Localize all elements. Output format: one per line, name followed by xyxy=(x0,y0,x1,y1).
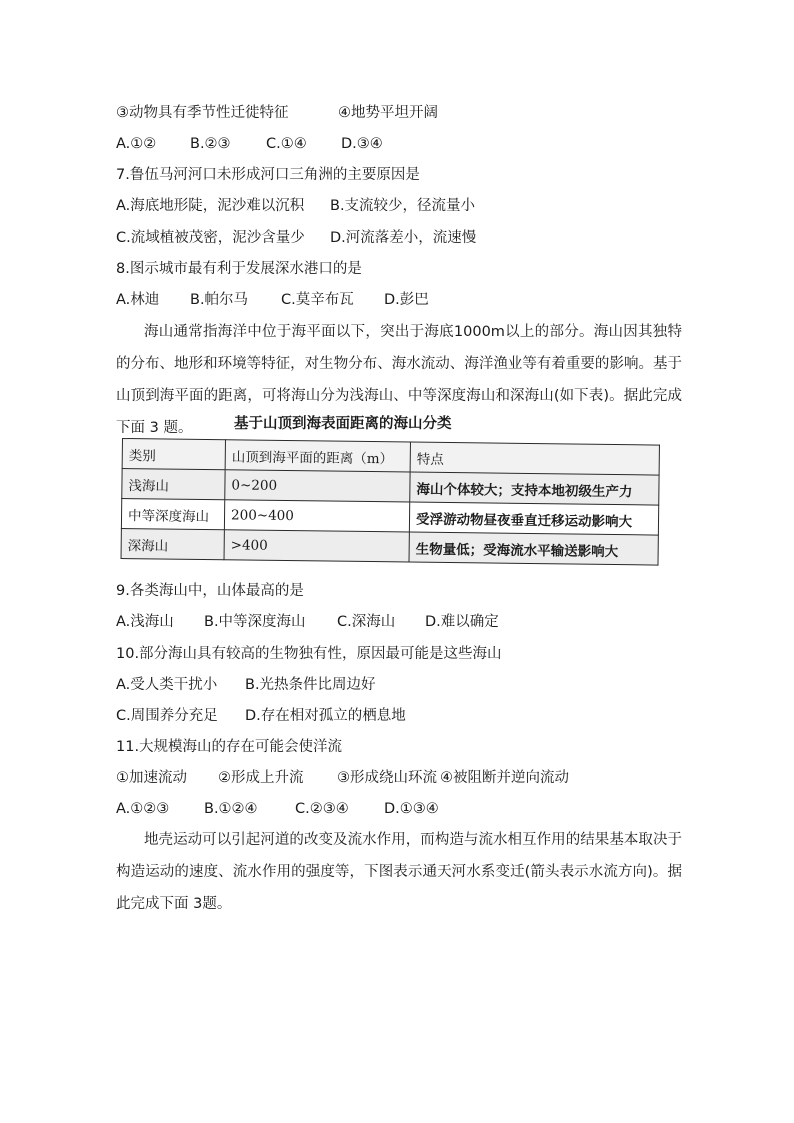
q11-option-3: ③形成绕山环流 xyxy=(337,770,437,786)
q11-answer-d: D.①③④ xyxy=(384,801,439,817)
table-cell: 海山个体较大；支持本地初级生产力 xyxy=(410,472,659,505)
q11-answer-b: B.①②④ xyxy=(204,801,258,817)
q6-answer-d: D.③④ xyxy=(341,136,383,152)
river-passage: 地壳运动可以引起河道的改变及流水作用，而构造与流水相互作用的结果基本取决于构造运动的速度、流水作用的强度等，下图表示通天河水系变迁(箭头表示水流方向)。据此完成下面 3题。 xyxy=(116,832,682,912)
table-cell: 0~200 xyxy=(225,470,410,502)
q11-stem: 11.大规模海山的存在可能会使洋流 xyxy=(116,739,343,755)
q11-option-2: ②形成上升流 xyxy=(218,770,304,786)
q11-answer-c: C.②③④ xyxy=(295,801,349,817)
q7-stem: 7.鲁伍马河河口未形成河口三角洲的主要原因是 xyxy=(116,167,420,183)
q11-option-1: ①加速流动 xyxy=(116,770,187,786)
q10-answer-a: A.受人类干扰小 xyxy=(116,677,218,693)
q8-answer-a: A.林迪 xyxy=(116,292,160,308)
table-header-category: 类别 xyxy=(122,439,225,470)
table-cell: 生物量低；受海流水平输送影响大 xyxy=(409,532,658,565)
table-cell: 深海山 xyxy=(121,528,224,559)
q7-answer-b: B.支流较少，径流量小 xyxy=(330,198,476,214)
q10-stem: 10.部分海山具有较高的生物独有性，原因最可能是这些海山 xyxy=(116,646,502,662)
q8-answer-d: D.彭巴 xyxy=(384,292,429,308)
q10-answer-d: D.存在相对孤立的栖息地 xyxy=(245,708,406,724)
table-title: 基于山顶到海表面距离的海山分类 xyxy=(234,415,452,432)
q9-answer-a: A.浅海山 xyxy=(116,614,174,630)
q8-stem: 8.图示城市最有利于发展深水港口的是 xyxy=(116,261,362,277)
table-cell: >400 xyxy=(224,530,409,562)
table-cell: 浅海山 xyxy=(122,469,225,500)
q9-answer-b: B.中等深度海山 xyxy=(204,614,306,630)
q7-answer-c: C.流域植被茂密，泥沙含量少 xyxy=(116,230,305,246)
q6-option-4: ④地势平坦开阔 xyxy=(338,105,438,121)
table-cell: 200~400 xyxy=(224,500,409,532)
q6-answer-c: C.①④ xyxy=(266,136,307,152)
q9-answer-c: C.深海山 xyxy=(337,614,396,630)
q9-stem: 9.各类海山中，山体最高的是 xyxy=(116,583,304,599)
q7-answer-a: A.海底地形陡，泥沙难以沉积 xyxy=(116,198,305,214)
q9-answer-d: D.难以确定 xyxy=(425,614,499,630)
seamount-passage: 海山通常指海洋中位于海平面以下，突出于海底1000m以上的部分。海山因其独特的分布、地形和环境等特征，对生物分布、海水流动、海洋渔业等有着重要的影响。基于山顶到海平面的距离，可将海山分为浅海山、中等深度海山和深海山(如下表)。据此完成下面 3 题。 xyxy=(116,324,682,436)
q7-answer-d: D.河流落差小，流速慢 xyxy=(330,230,477,246)
q6-answer-b: B.②③ xyxy=(190,136,231,152)
table-cell: 中等深度海山 xyxy=(121,499,224,530)
q11-answer-a: A.①②③ xyxy=(116,801,170,817)
q8-answer-b: B.帕尔马 xyxy=(190,292,249,308)
q6-option-3: ③动物具有季节性迁徙特征 xyxy=(116,105,289,121)
q10-answer-c: C.周围养分充足 xyxy=(116,708,218,724)
table-row xyxy=(121,528,658,565)
table-header-distance: 山顶到海平面的距离（m） xyxy=(225,440,410,472)
q11-option-4: ④被阻断并逆向流动 xyxy=(440,770,569,786)
table-cell: 受浮游动物昼夜垂直迁移运动影响大 xyxy=(409,502,658,535)
q8-answer-c: C.莫辛布瓦 xyxy=(281,292,354,308)
q6-answer-a: A.①② xyxy=(116,136,157,152)
seamount-classification-table xyxy=(121,438,660,566)
q10-answer-b: B.光热条件比周边好 xyxy=(245,677,376,693)
table-header-features: 特点 xyxy=(410,442,659,475)
